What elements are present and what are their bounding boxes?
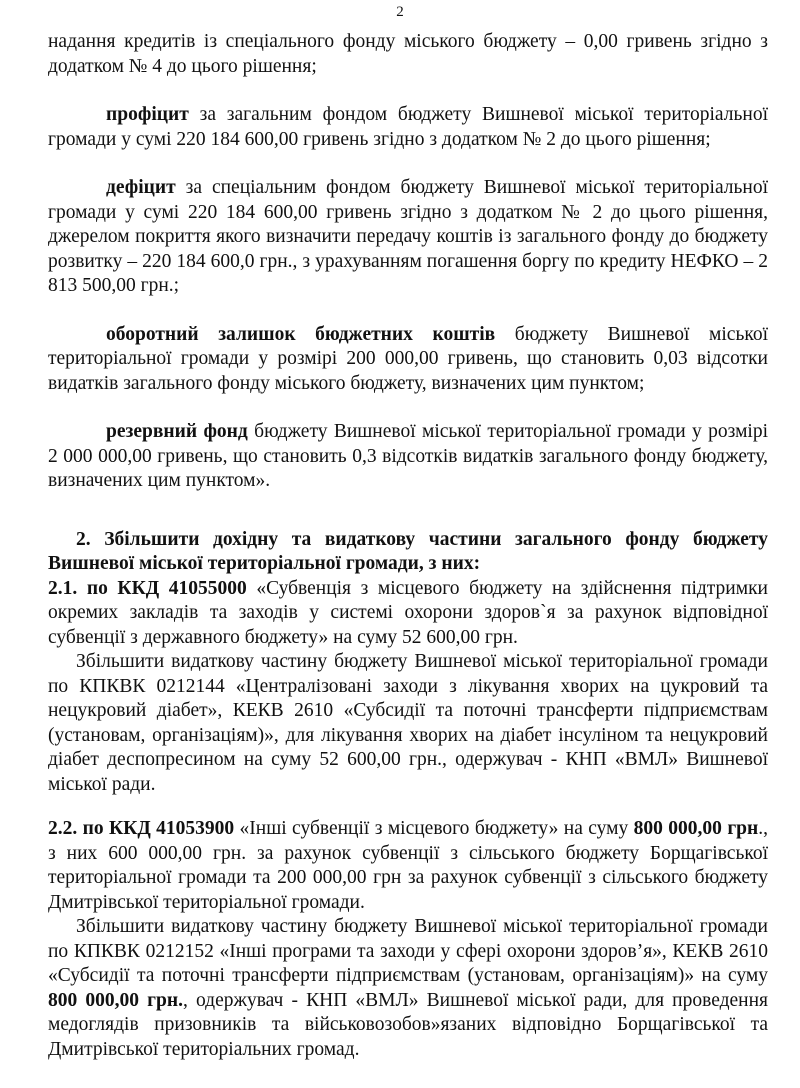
item-2-2-text-a: «Інші субвенції з місцевого бюджету» на суму (234, 818, 634, 839)
deficit-text: за спеціальним фондом бюджету Вишневої міської територіальної громади у сумі 220 184 600,00 гривень згідно з додатком № 2 до цього рішення, джерелом покриття якого визначити передачу коштів із загального фонду до бюджету розвитку – 220 184 600,0 грн., з урахуванням погашення боргу по кредиту НЕФКО – 2 813 500,00 грн.; (48, 177, 768, 296)
item-2-2-expense-b: , одержувач - КНП «ВМЛ» Вишневої міської ради, для проведення медоглядів призовників та військовозобов»язаних відповідно Борщагівської та Дмитрівської територіальних громад. (48, 989, 769, 1060)
reserve-fund-term: резервний фонд (106, 421, 248, 442)
reserve-fund-text: бюджету Вишневої міської територіальної громади у розмірі 2 000 000,00 гривень, що становить 0,3 відсотків видатків загального фонду бюджету, визначених цим пунктом». (48, 421, 768, 491)
document-body (48, 30, 768, 1062)
item-2-2-text-b: ., з них 600 000,00 грн. за рахунок субвенції з сільського бюджету Борщагівської територіальної громади та 200 000,00 грн за рахунок субвенції з сільського бюджету Дмитрівської територіальної громади. (48, 818, 769, 913)
surplus-text: за загальним фондом бюджету Вишневої міської територіальної громади у сумі 220 184 600,00 гривень згідно з додатком № 2 до цього рішення; (48, 104, 768, 150)
page-number: 2 (396, 4, 404, 20)
surplus-paragraph (48, 103, 768, 152)
item-2-2-amount: 800 000,00 грн (633, 818, 759, 839)
item-2-2-expense-amount: 800 000,00 грн. (48, 989, 183, 1011)
working-balance-text: бюджету Вишневої міської територіальної громади у розмірі 200 000,00 гривень, що становить 0,03 відсотки видатків загального фонду міського бюджету, визначених цим пунктом; (48, 323, 768, 394)
item-2-2-code: 2.2. по ККД 41053900 (48, 818, 235, 839)
deficit-paragraph (48, 176, 768, 299)
item-2-2-expense-paragraph (48, 915, 768, 1062)
item-2-2-expense-a: Збільшити видаткову частину бюджету Вишневої міської територіальної громади по КПКВК 0212152 «Інші програми та заходи у сфері охорони здоров’я», КЕКВ 2610 «Субсидії та поточні трансферти підприємствам (установам, організаціям)» на суму (48, 916, 768, 986)
intro-paragraph: надання кредитів із спеціального фонду міського бюджету – 0,00 гривень згідно з додатком № 4 до цього рішення; (48, 31, 768, 77)
working-balance-paragraph (48, 323, 768, 397)
item-2-1-text: «Субвенція з місцевого бюджету на здійснення підтримки окремих закладів та заходів у системі охорони здоров`я за рахунок відповідної субвенції з державного бюджету» на суму 52 600,00 грн. (48, 577, 768, 648)
reserve-fund-paragraph (48, 420, 768, 494)
deficit-term: дефіцит (106, 177, 176, 198)
item-2-2-paragraph (48, 817, 768, 915)
surplus-term: профіцит (106, 104, 189, 125)
item-2-1-code: 2.1. по ККД 41055000 (48, 577, 247, 599)
section-2-heading (48, 528, 768, 577)
working-balance-term: оборотний залишок бюджетних коштів (106, 323, 496, 345)
item-2-1-paragraph (48, 577, 768, 651)
section-2-heading-text: 2. Збільшити дохідну та видаткову частини загального фонду бюджету Вишневої міської територіальної громади, з них: (48, 528, 768, 574)
item-2-1-expense-paragraph: Збільшити видаткову частину бюджету Вишневої міської територіальної громади по КПКВК 0212144 «Централізовані заходи з лікування хворих на цукровий та нецукровий діабет», КЕКВ 2610 «Субсидії та поточні трансферти підприємствам (установам, організаціям)», для лікування хворих на діабет інсуліном та нецукровий діабет деспопресином на суму 52 600,00 грн., одержувач - КНП «ВМЛ» Вишневої міської ради. (48, 651, 768, 795)
